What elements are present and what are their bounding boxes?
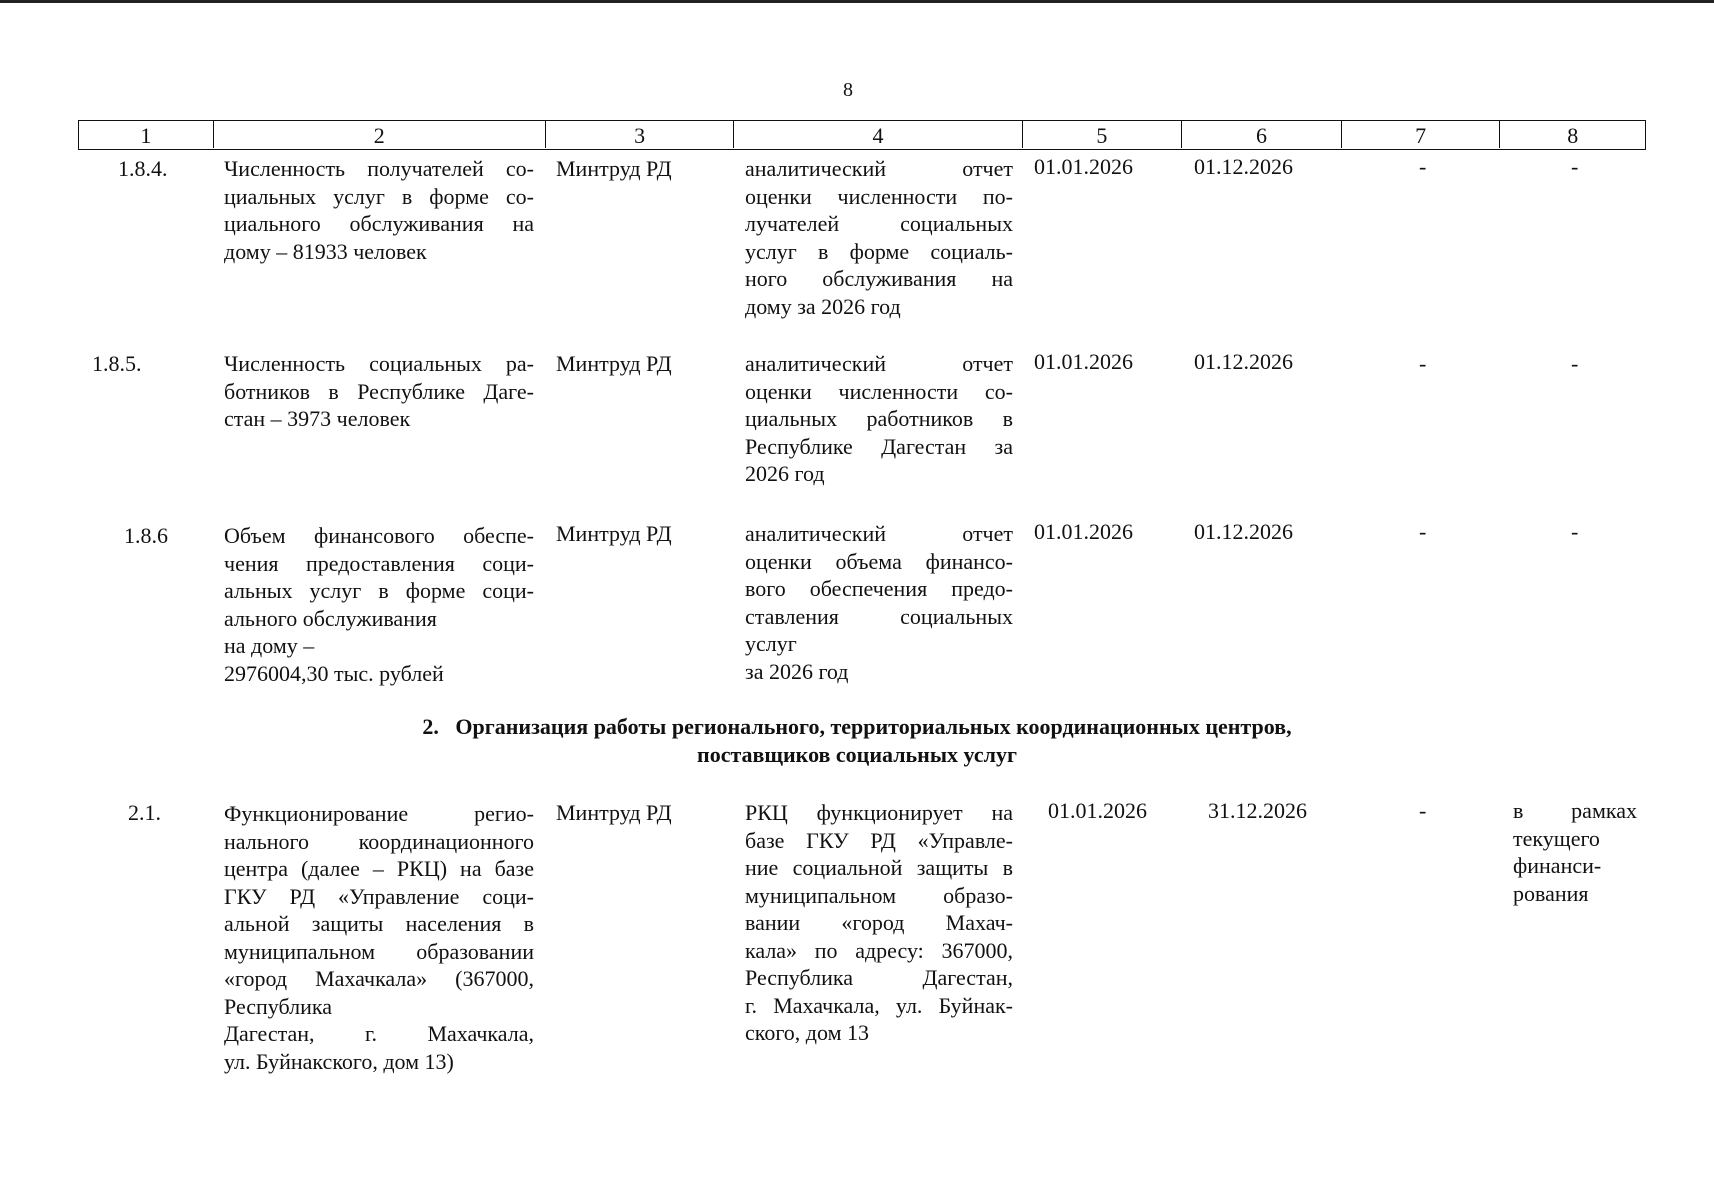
section-title: Организация работы регионального, территориальных координационных центров, <box>455 714 1292 739</box>
result-line: ние социальной защиты в <box>745 855 1013 880</box>
description-line: чения предоставления соци- <box>224 550 534 576</box>
row-end-date: 01.12.2026 <box>1194 349 1293 374</box>
row-executor: Минтруд РД <box>556 156 672 181</box>
row-number: 2.1. <box>128 800 161 825</box>
result-line: Республика Дагестан, <box>745 965 1013 990</box>
result-line: 2026 год <box>745 461 825 486</box>
row-description <box>224 800 534 1075</box>
description-line: на дому – <box>224 633 315 658</box>
header-col-8: 8 <box>1499 121 1645 148</box>
result-line: циальных работников в <box>745 406 1013 431</box>
header-col-5: 5 <box>1022 121 1182 148</box>
description-line: нального координационного <box>224 828 534 854</box>
description-line: дому – 81933 человек <box>224 238 427 264</box>
note-line: в рамках <box>1513 798 1637 823</box>
row-col8-dash: - <box>1571 154 1579 179</box>
result-line: г. Махачкала, ул. Буйнак- <box>745 992 1013 1018</box>
note-line: финанси- <box>1513 853 1602 878</box>
header-col-1: 1 <box>140 123 152 148</box>
description-line: альной защиты населения в <box>224 911 534 936</box>
result-line: муниципальном образо- <box>745 882 1013 908</box>
header-col-6: 6 <box>1181 121 1341 148</box>
result-line: базе ГКУ РД «Управле- <box>745 827 1013 853</box>
section-heading <box>300 713 1414 769</box>
row-description <box>224 155 534 265</box>
row-col8-dash: - <box>1571 519 1579 544</box>
row-executor: Минтруд РД <box>556 521 672 546</box>
result-line: аналитический отчет <box>745 156 1013 181</box>
description-line: Численность получателей со- <box>224 156 534 181</box>
note-line: рования <box>1513 880 1589 906</box>
row-end-date: 01.12.2026 <box>1194 154 1293 179</box>
column-header-row <box>78 120 1646 150</box>
description-line: ул. Буйнакского, дом 13) <box>224 1048 454 1074</box>
row-col7-dash: - <box>1419 519 1427 544</box>
row-start-date: 01.01.2026 <box>1034 349 1133 374</box>
result-line: РКЦ функционирует на <box>745 800 1013 825</box>
scan-edge-line <box>0 0 1714 3</box>
row-description <box>224 350 534 433</box>
result-line: вании «город Махач- <box>745 910 1013 935</box>
description-line: Дагестан, г. Махачкала, <box>224 1021 534 1046</box>
note-line: текущего <box>1513 825 1600 851</box>
description-line: Республика <box>224 993 333 1019</box>
result-line: ского, дом 13 <box>745 1020 870 1045</box>
row-col7-dash: - <box>1419 154 1427 179</box>
row-result <box>745 520 1013 685</box>
row-description <box>224 522 534 687</box>
result-line: оценки объема финансо- <box>745 548 1013 574</box>
row-end-date: 01.12.2026 <box>1194 519 1293 544</box>
description-line: ального обслуживания <box>224 605 437 631</box>
result-line: услуг <box>745 631 797 656</box>
header-col-2: 2 <box>213 121 545 148</box>
description-line: циальных услуг в форме со- <box>224 183 534 209</box>
result-line: оценки численности со- <box>745 378 1013 404</box>
result-line: ного обслуживания на <box>745 266 1013 291</box>
row-executor: Минтруд РД <box>556 351 672 376</box>
row-end-date: 31.12.2026 <box>1208 798 1307 823</box>
description-line: стан – 3973 человек <box>224 406 411 431</box>
row-col7-dash: - <box>1419 351 1427 376</box>
section-number: 2. <box>422 714 439 739</box>
row-result <box>745 799 1013 1047</box>
description-line: Функционирование регио- <box>224 801 534 826</box>
description-line: «город Махачкала» (367000, <box>224 966 534 991</box>
result-line: Республике Дагестан за <box>745 433 1013 459</box>
description-line: ботников в Республике Даге- <box>224 378 534 404</box>
description-line: Объем финансового обеспе- <box>224 523 534 548</box>
page-number: 8 <box>843 79 853 101</box>
result-line: услуг в форме социаль- <box>745 238 1013 264</box>
row-col8-dash: - <box>1571 351 1579 376</box>
row-number: 1.8.6 <box>124 523 168 548</box>
description-line: Численность социальных ра- <box>224 351 534 376</box>
row-start-date: 01.01.2026 <box>1048 798 1147 823</box>
header-col-7: 7 <box>1341 121 1500 148</box>
section-heading-line-1 <box>300 713 1414 741</box>
description-line: 2976004,30 тыс. рублей <box>224 660 444 686</box>
header-col-4: 4 <box>733 121 1021 148</box>
description-line: муниципальном образовании <box>224 938 534 964</box>
row-number: 1.8.5. <box>92 351 142 376</box>
section-heading-line-2: поставщиков социальных услуг <box>697 742 1017 767</box>
row-executor: Минтруд РД <box>556 800 672 825</box>
row-start-date: 01.01.2026 <box>1034 519 1133 544</box>
description-line: центра (далее – РКЦ) на базе <box>224 856 534 881</box>
description-line: ГКУ РД «Управление соци- <box>224 883 534 909</box>
description-line: циального обслуживания на <box>224 211 534 236</box>
row-col8-note <box>1513 797 1637 907</box>
result-line: лучателей социальных <box>745 211 1013 236</box>
row-number: 1.8.4. <box>118 156 168 181</box>
result-line: вого обеспечения предо- <box>745 576 1013 601</box>
result-line: аналитический отчет <box>745 521 1013 546</box>
row-result <box>745 350 1013 488</box>
header-col-3: 3 <box>545 121 734 148</box>
result-line: кала» по адресу: 367000, <box>745 937 1013 963</box>
result-line: аналитический отчет <box>745 351 1013 376</box>
row-result <box>745 155 1013 320</box>
result-line: оценки численности по- <box>745 183 1013 209</box>
row-start-date: 01.01.2026 <box>1034 154 1133 179</box>
result-line: дому за 2026 год <box>745 293 901 319</box>
row-col7-dash: - <box>1419 798 1427 823</box>
result-line: за 2026 год <box>745 658 849 684</box>
description-line: альных услуг в форме соци- <box>224 578 534 603</box>
result-line: ставления социальных <box>745 603 1013 629</box>
